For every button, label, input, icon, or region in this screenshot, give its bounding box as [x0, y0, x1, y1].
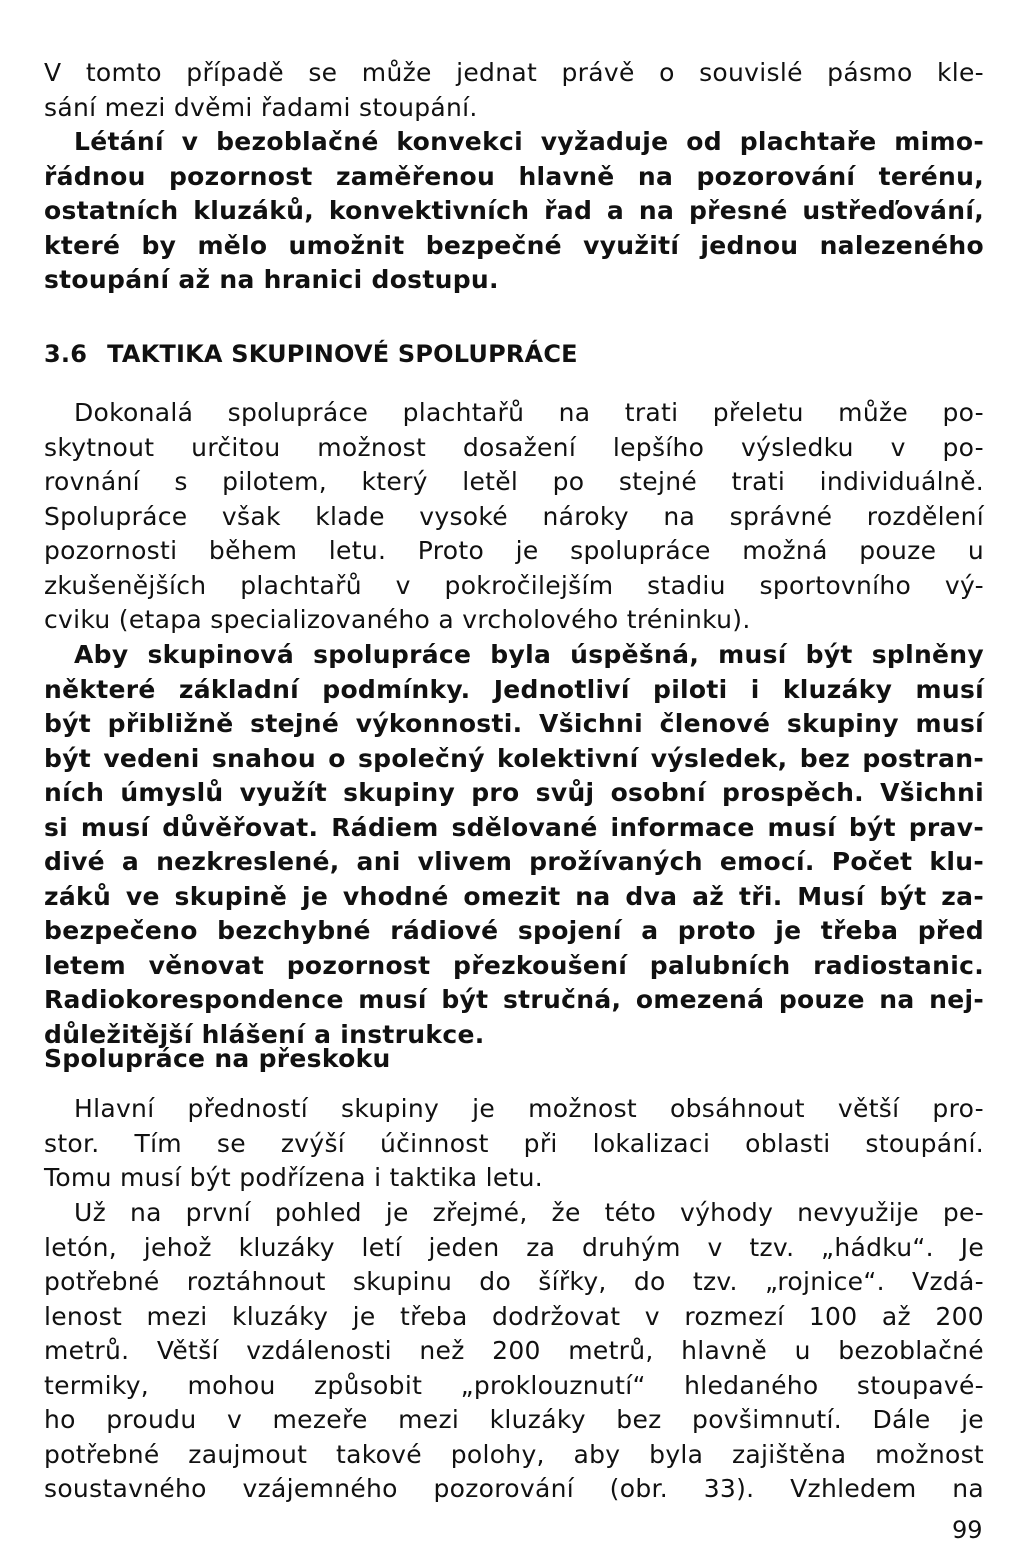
paragraph-5: [44, 1092, 984, 1196]
text-line: potřebné zaujmout takové polohy, aby byla zajištěna možnost: [44, 1439, 984, 1469]
text-line: lenost mezi kluzáky je třeba dodržovat v rozmezí 100 až 200: [44, 1301, 984, 1331]
text-line: letem věnovat pozornost přezkoušení palubních radiostanic.: [44, 950, 984, 980]
text-line: stoupání až na hranici dostupu.: [44, 265, 499, 294]
text-line: V tomto případě se může jednat právě o souvislé pásmo kle-: [44, 58, 984, 87]
paragraph-2: [44, 125, 984, 298]
text-line: ho proudu v mezeře mezi kluzáky bez povšimnutí. Dále je: [44, 1405, 984, 1434]
text-line: bezpečeno bezchybné rádiové spojení a proto je třeba před: [44, 916, 984, 945]
text-line: Hlavní předností skupiny je možnost obsáhnout větší pro-: [74, 1094, 984, 1123]
section-heading: [44, 340, 578, 368]
text-line: důležitější hlášení a instrukce.: [44, 1019, 485, 1049]
text-line: potřebné roztáhnout skupinu do šířky, do tzv. „rojnice“. Vzdá-: [44, 1267, 984, 1296]
paragraph-1: [44, 56, 984, 125]
text-line: rovnání s pilotem, který letěl po stejné trati individuálně.: [44, 467, 984, 496]
text-line: řádnou pozornost zaměřenou hlavně na pozorování terénu,: [44, 161, 984, 191]
text-line: termiky, mohou způsobit „proklouznutí“ hledaného stoupavé-: [44, 1370, 984, 1400]
subsection-heading: Spolupráce na přeskoku: [44, 1044, 391, 1073]
text-line: které by mělo umožnit bezpečné využití jednou nalezeného: [44, 230, 984, 260]
text-line: Tomu musí být podřízena i taktika letu.: [44, 1163, 544, 1192]
text-line: skytnout určitou možnost dosažení lepšího výsledku v po-: [44, 432, 984, 462]
text-line: ních úmyslů využít skupiny pro svůj osobní prospěch. Všichni: [44, 778, 984, 807]
text-line: záků ve skupině je vhodné omezit na dva až tři. Musí být za-: [44, 881, 984, 911]
text-line: ostatních kluzáků, konvektivních řad a na přesné ustřeďování,: [44, 196, 984, 225]
text-line: Už na první pohled je zřejmé, že této výhody nevyužije pe-: [74, 1198, 984, 1227]
text-line: Spolupráce však klade vysoké nároky na správné rozdělení: [44, 501, 984, 531]
paragraph-4: [44, 638, 984, 1052]
text-line: stor. Tím se zvýší účinnost při lokalizaci oblasti stoupání.: [44, 1128, 984, 1158]
paragraph-3: [44, 396, 984, 638]
text-line: cviku (etapa specializovaného a vrcholového tréninku).: [44, 605, 751, 634]
text-line: metrů. Větší vzdálenosti než 200 metrů, hlavně u bezoblačné: [44, 1336, 984, 1365]
section-title: TAKTIKA SKUPINOVÉ SPOLUPRÁCE: [107, 340, 578, 368]
text-line: divé a nezkreslené, ani vlivem prožívaných emocí. Počet klu-: [44, 847, 984, 876]
text-line: Dokonalá spolupráce plachtařů na trati přeletu může po-: [74, 398, 984, 427]
text-line: Létání v bezoblačné konvekci vyžaduje od plachtaře mimo-: [74, 127, 984, 156]
text-line: být přibližně stejné výkonnosti. Všichni členové skupiny musí: [44, 709, 984, 738]
paragraph-6: [44, 1196, 984, 1507]
text-line: soustavného vzájemného pozorování (obr. 33). Vzhledem na: [44, 1474, 984, 1503]
page-number: 99: [952, 1516, 983, 1544]
text-line: si musí důvěřovat. Rádiem sdělované informace musí být prav-: [44, 812, 984, 842]
text-line: pozornosti během letu. Proto je spolupráce možná pouze u: [44, 536, 984, 565]
text-line: zkušenějších plachtařů v pokročilejším stadiu sportovního vý-: [44, 570, 984, 600]
text-line: sání mezi dvěmi řadami stoupání.: [44, 92, 478, 122]
text-line: Aby skupinová spolupráce byla úspěšná, musí být splněny: [74, 640, 984, 669]
text-line: některé základní podmínky. Jednotliví piloti i kluzáky musí: [44, 674, 984, 704]
section-number: 3.6: [44, 340, 88, 368]
text-line: letón, jehož kluzáky letí jeden za druhým v tzv. „hádku“. Je: [44, 1232, 984, 1262]
text-line: Radiokorespondence musí být stručná, omezená pouze na nej-: [44, 985, 984, 1014]
text-line: být vedeni snahou o společný kolektivní výsledek, bez postran-: [44, 743, 984, 773]
